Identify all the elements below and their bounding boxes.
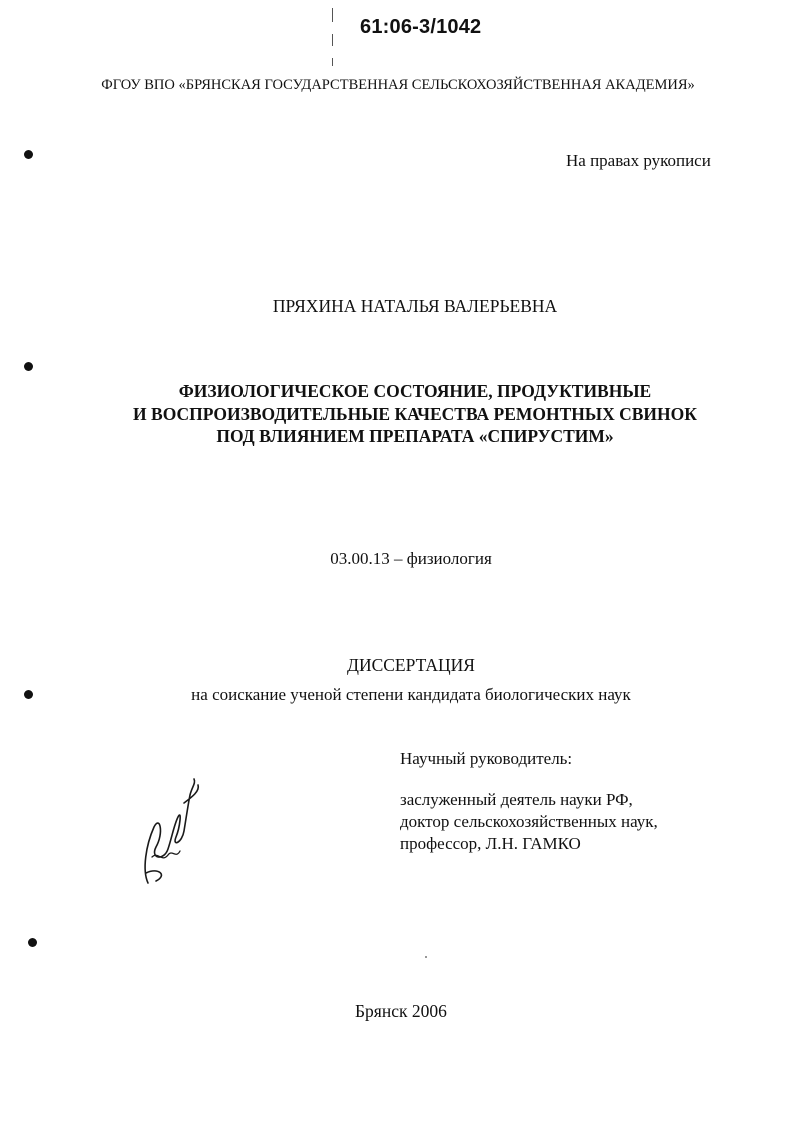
author-name: ПРЯХИНА НАТАЛЬЯ ВАЛЕРЬЕВНА — [272, 296, 558, 316]
title-line: И ВОСПРОИЗВОДИТЕЛЬНЫЕ КАЧЕСТВА РЕМОНТНЫХ СВИНОК — [133, 403, 697, 424]
city-year: Брянск 2006 — [355, 1001, 447, 1021]
punch-hole-mark — [24, 150, 33, 159]
degree-description: на соискание ученой степени кандидата биологических наук — [191, 685, 631, 704]
supervisor-line: доктор сельскохозяйственных наук, — [400, 812, 658, 831]
title-line: ПОД ВЛИЯНИЕМ ПРЕПАРАТА «СПИРУСТИМ» — [216, 426, 614, 446]
library-stamp-code: 61:06-3/1042 — [360, 16, 482, 38]
title-line: ФИЗИОЛОГИЧЕСКОЕ СОСТОЯНИЕ, ПРОДУКТИВНЫЕ — [178, 381, 652, 401]
handwritten-signature — [138, 775, 208, 890]
document-type: ДИССЕРТАЦИЯ — [347, 655, 475, 675]
binding-line-middle — [332, 34, 333, 46]
supervisor-heading: Научный руководитель: — [400, 749, 573, 768]
binding-line-top — [332, 8, 333, 22]
dissertation-title — [0, 380, 796, 448]
supervisor-details — [400, 789, 658, 855]
specialty-code: 03.00.13 – физиология — [330, 549, 492, 568]
punch-hole-mark — [24, 690, 33, 699]
punch-hole-mark — [24, 362, 33, 371]
supervisor-line: заслуженный деятель науки РФ, — [400, 790, 633, 809]
organization-name: ФГОУ ВПО «БРЯНСКАЯ ГОСУДАРСТВЕННАЯ СЕЛЬСКОХОЗЯЙСТВЕННАЯ АКАДЕМИЯ» — [101, 77, 695, 93]
supervisor-line: профессор, Л.Н. ГАМКО — [400, 834, 581, 853]
punch-hole-mark — [28, 938, 37, 947]
paper-speck — [425, 956, 427, 958]
binding-line-bottom — [332, 58, 333, 66]
manuscript-rights-note: На правах рукописи — [566, 151, 711, 170]
